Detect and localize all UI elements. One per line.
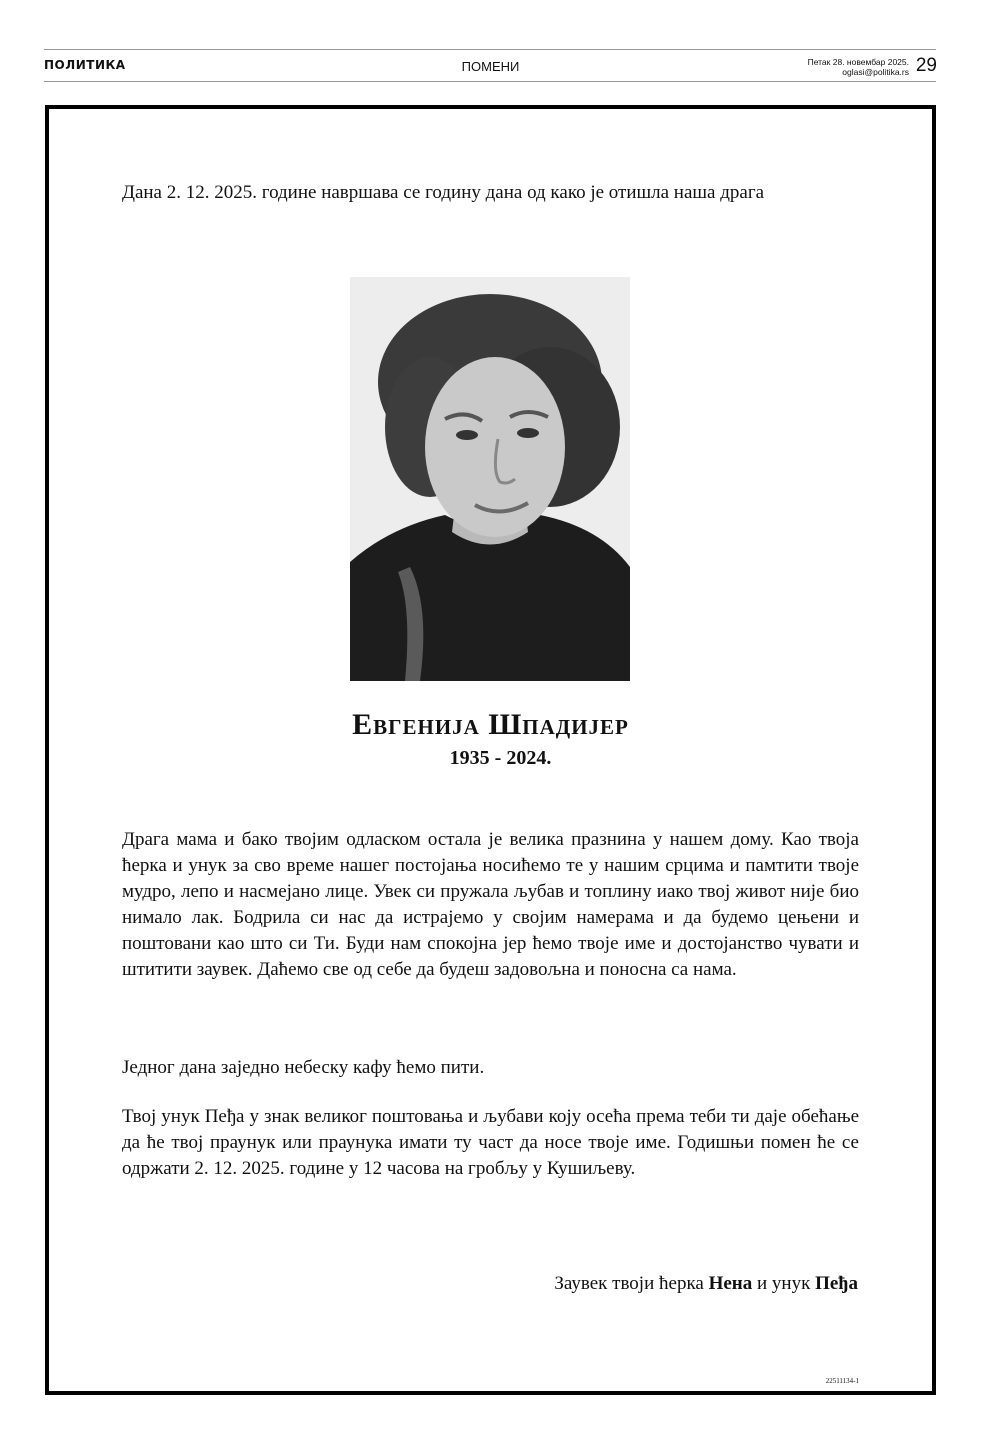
signoff-name-grandson: Пеђа	[815, 1273, 858, 1294]
portrait-photo	[350, 277, 630, 681]
life-years: 1935 - 2024.	[449, 747, 552, 769]
signoff-middle: и унук	[757, 1273, 811, 1294]
signoff-prefix: Заувек твоји ћерка	[554, 1273, 704, 1294]
deceased-name: Евгенија Шпадијер	[352, 708, 629, 741]
header-bottom-rule	[44, 81, 936, 82]
contact-email: oglasi@politika.rs	[842, 67, 909, 77]
tribute-paragraph: Драга мама и бако твојим одласком остала је велика празнина у нашем дому. Као твоја ћерка и унук за сво време нашег постојања носићемо те у нашим срцима и памтити твоје мудро, лепо и насмејано лице. Увек си пружала љубав и топлину иако твој живот није био нимало лак. Бодрила си нас да истрајемо у својим намерама и да будемо цењени и поштовани као што си Ти. Буди нам спокојна јер ћемо твоје име и достојанство чувати и штитити заувек. Даћемо све од себе да будеш задовољна и поносна са нама.	[122, 829, 859, 980]
issue-info	[808, 57, 909, 77]
signoff-name-daughter: Нена	[708, 1273, 753, 1294]
ad-code: 22511134-1	[825, 1377, 859, 1385]
section-title: ПОМЕНИ	[461, 59, 520, 74]
intro-text: Дана 2. 12. 2025. године навршава се годину дана од како је отишла наша драга	[122, 182, 765, 203]
issue-date: Петак 28. новембар 2025.	[807, 57, 909, 67]
signoff	[554, 1273, 858, 1295]
header-top-rule	[44, 49, 936, 50]
tribute-paragraph: Твој унук Пеђа у знак великог поштовања и љубави коју осећа према теби ти даје обећање да ће твој праунук или праунука имати ту част да носе твоје име. Годишњи помен ће се одржати 2. 12. 2025. године у 12 часова на гробљу у Кушиљеву.	[122, 1106, 859, 1179]
masthead: ПОЛИТИКА	[44, 58, 126, 72]
tribute-paragraph: Једног дана заједно небеску кафу ћемо пити.	[122, 1057, 485, 1078]
portrait-photo-graphic	[350, 277, 630, 681]
page-number: 29	[915, 55, 937, 76]
